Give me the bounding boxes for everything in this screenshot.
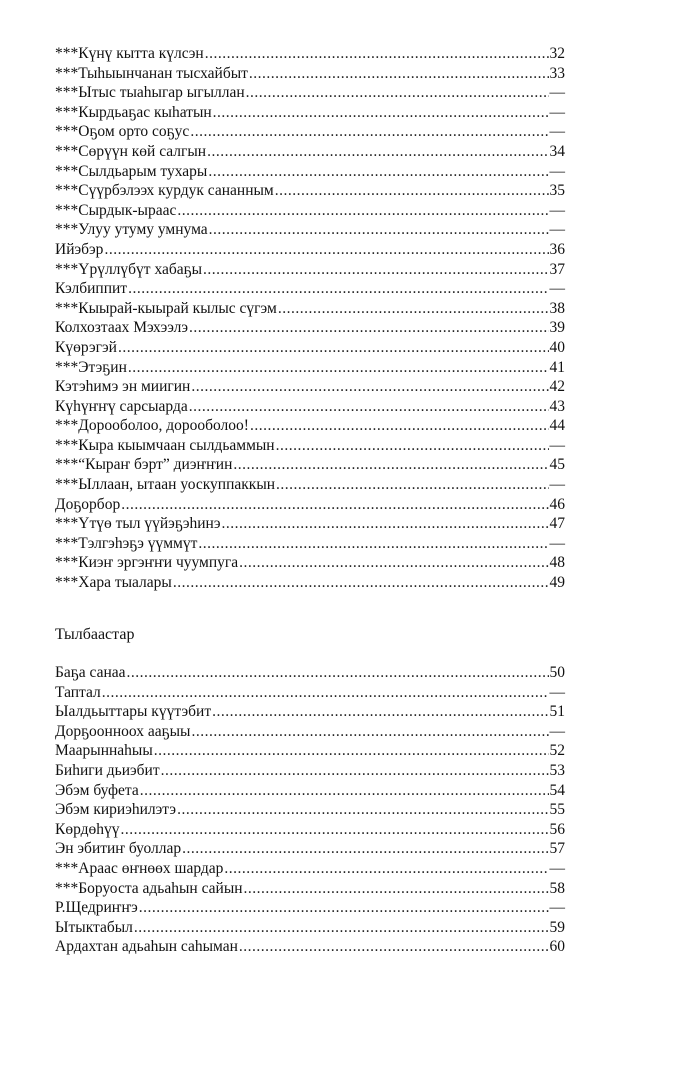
- toc-entry-title: ***Ыллаан, ытаан уоскуппаккын: [55, 476, 276, 494]
- toc-entry-page-number: —: [549, 84, 565, 102]
- toc-entry-page-number: —: [549, 722, 565, 740]
- toc-entry-title: Эн эбитиҥ буоллар: [55, 840, 182, 858]
- dot-leader: [128, 358, 549, 378]
- toc-entry: [55, 220, 565, 240]
- toc-entry-title: ***Ытыс тыаһыгар ыгыллан: [55, 84, 245, 102]
- toc-entry: [55, 937, 565, 957]
- toc-entry-title: Эбэм буфета: [55, 781, 139, 799]
- toc-entry-page-number: —: [549, 201, 565, 219]
- toc-entry: [55, 879, 565, 899]
- dot-leader: [191, 377, 548, 397]
- toc-entry-page-number: —: [549, 899, 565, 917]
- toc-entry-title: ***Кырдьаҕас кыһатын: [55, 103, 212, 121]
- dot-leader: [134, 918, 549, 938]
- toc-entry-title: ***Араас өҥнөөх шардар: [55, 859, 224, 877]
- toc-entry-page-number: 39: [549, 319, 565, 337]
- dot-leader: [212, 702, 548, 722]
- toc-entry-page-number: 49: [549, 574, 565, 592]
- dot-leader: [276, 436, 549, 456]
- toc-entry-title: Көрдөһүү: [55, 820, 120, 838]
- toc-entry: [55, 898, 565, 918]
- toc-entry-title: ***Этэҕин: [55, 358, 127, 376]
- toc-entry-title: Ытыктабыл: [55, 918, 133, 936]
- toc-entry-page-number: 58: [549, 879, 565, 897]
- dot-leader: [239, 937, 549, 957]
- toc-entry-title: Ардахтан адьаһын саһыман: [55, 938, 238, 956]
- dot-leader: [177, 201, 548, 221]
- toc-entry-title: Биһиги дьиэбит: [55, 761, 160, 779]
- dot-leader: [102, 683, 549, 703]
- toc-entry: [55, 436, 565, 456]
- dot-leader: [203, 260, 548, 280]
- dot-leader: [154, 741, 549, 761]
- section-heading-translations: Тылбаастар: [55, 626, 135, 643]
- dot-leader: [191, 722, 548, 742]
- toc-list-poems: [55, 44, 565, 593]
- toc-entry-title: ***Кыра кыымчаан сылдьаммын: [55, 436, 275, 454]
- toc-entry-page-number: 45: [549, 456, 565, 474]
- dot-leader: [275, 181, 549, 201]
- toc-entry: [55, 318, 565, 338]
- toc-entry-page-number: 60: [549, 938, 565, 956]
- toc-entry: [55, 397, 565, 417]
- dot-leader: [224, 859, 548, 879]
- toc-entry: [55, 44, 565, 64]
- toc-entry-title: ***Үтүө тыл үүйэҕэһинэ: [55, 515, 221, 533]
- toc-entry: [55, 741, 565, 761]
- toc-entry-title: Дорҕоонноох ааҕыы: [55, 722, 191, 740]
- toc-entry-title: ***Үрүллүбүт хабаҕы: [55, 260, 203, 278]
- toc-entry-page-number: —: [549, 103, 565, 121]
- toc-entry: [55, 416, 565, 436]
- dot-leader: [127, 663, 549, 683]
- toc-entry: [55, 475, 565, 495]
- toc-entry-title: ***Боруоста адьаһын сайын: [55, 879, 243, 897]
- toc-entry-title: ***Сүүрбэлээх курдук сананным: [55, 182, 274, 200]
- toc-entry-title: Күөрэгэй: [55, 338, 117, 356]
- toc-entry: [55, 455, 565, 475]
- toc-entry: [55, 358, 565, 378]
- toc-entry-title: ***Сылдьарым тухары: [55, 162, 208, 180]
- toc-entry: [55, 338, 565, 358]
- dot-leader: [244, 879, 549, 899]
- toc-entry: [55, 918, 565, 938]
- toc-entry-title: ***Оҕом орто соҕус: [55, 123, 190, 141]
- toc-entry-title: Кэтэһимэ эн миигин: [55, 378, 191, 396]
- dot-leader: [173, 573, 549, 593]
- dot-leader: [177, 800, 548, 820]
- dot-leader: [246, 83, 549, 103]
- toc-entry: [55, 279, 565, 299]
- dot-leader: [140, 781, 549, 801]
- toc-entry-page-number: 34: [549, 142, 565, 160]
- dot-leader: [161, 761, 549, 781]
- toc-entry-title: Доҕорбор: [55, 495, 121, 513]
- toc-entry: [55, 514, 565, 534]
- toc-entry-page-number: 54: [549, 781, 565, 799]
- toc-entry-page-number: 46: [549, 495, 565, 513]
- toc-entry-page-number: 47: [549, 515, 565, 533]
- toc-entry-page-number: 42: [549, 378, 565, 396]
- toc-entry-page-number: —: [549, 221, 565, 239]
- dot-leader: [213, 103, 549, 123]
- toc-entry: [55, 839, 565, 859]
- toc-entry-page-number: —: [549, 162, 565, 180]
- toc-entry-page-number: 52: [549, 742, 565, 760]
- dot-leader: [198, 534, 548, 554]
- toc-entry-page-number: —: [549, 534, 565, 552]
- toc-entry: [55, 553, 565, 573]
- dot-leader: [189, 397, 549, 417]
- toc-entry-title: ***Улуу утуму умнума: [55, 221, 208, 239]
- dot-leader: [249, 64, 549, 84]
- toc-entry: [55, 781, 565, 801]
- toc-entry-title: Кэлбиппит: [55, 280, 128, 298]
- toc-entry-page-number: 33: [549, 64, 565, 82]
- toc-entry: [55, 800, 565, 820]
- toc-entry-title: ***Тэлгэһэҕэ үүммүт: [55, 534, 198, 552]
- toc-entry: [55, 534, 565, 554]
- toc-entry: [55, 702, 565, 722]
- toc-entry-title: Баҕа санаа: [55, 664, 126, 681]
- toc-entry: [55, 299, 565, 319]
- dot-leader: [278, 299, 549, 319]
- toc-entry-title: ***Сөрүүн көй салгын: [55, 142, 207, 160]
- toc-entry-page-number: 59: [549, 918, 565, 936]
- toc-entry-page-number: —: [549, 476, 565, 494]
- toc-entry-title: ***Тыһыынчанан тысхайбыт: [55, 64, 248, 82]
- dot-leader: [207, 142, 548, 162]
- toc-entry-page-number: 51: [549, 703, 565, 721]
- toc-entry: [55, 859, 565, 879]
- toc-entry: [55, 122, 565, 142]
- dot-leader: [128, 279, 548, 299]
- toc-entry-page-number: —: [549, 123, 565, 141]
- toc-entry-title: ***Хара тыалары: [55, 574, 172, 592]
- dot-leader: [189, 318, 548, 338]
- toc-entry: [55, 240, 565, 260]
- toc-entry-title: ***Күнү кытта күлсэн: [55, 45, 204, 62]
- toc-entry-page-number: 36: [549, 240, 565, 258]
- toc-list-translations: [55, 663, 565, 957]
- toc-entry: [55, 181, 565, 201]
- toc-entry-page-number: —: [549, 683, 565, 701]
- toc-entry: [55, 663, 565, 683]
- toc-entry-title: ***“Кыраҥ бэрт” диэҥҥин: [55, 456, 233, 474]
- toc-entry-title: Р.Щедриҥҥэ: [55, 899, 138, 917]
- dot-leader: [221, 514, 548, 534]
- toc-entry-title: ***Киэҥ эргэҥҥи чуумпуга: [55, 554, 239, 572]
- toc-entry: [55, 64, 565, 84]
- toc-entry-page-number: 50: [549, 664, 565, 681]
- dot-leader: [121, 495, 548, 515]
- toc-entry: [55, 573, 565, 593]
- toc-entry-page-number: 38: [549, 299, 565, 317]
- toc-entry-title: Таптал: [55, 683, 101, 701]
- toc-entry-page-number: 53: [549, 761, 565, 779]
- toc-entry-page-number: 35: [549, 182, 565, 200]
- dot-leader: [118, 338, 549, 358]
- dot-leader: [250, 416, 549, 436]
- toc-entry-title: ***Дорооболоо, дорооболоо!: [55, 417, 249, 435]
- toc-entry: [55, 260, 565, 280]
- toc-entry-page-number: 57: [549, 840, 565, 858]
- toc-entry: [55, 162, 565, 182]
- toc-entry-title: Колхозтаах Мэхээлэ: [55, 319, 189, 337]
- dot-leader: [139, 898, 549, 918]
- toc-entry: [55, 377, 565, 397]
- toc-entry: [55, 201, 565, 221]
- toc-entry-title: Ийэбэр: [55, 240, 104, 258]
- toc-entry-page-number: 40: [549, 338, 565, 356]
- toc-entry-page-number: 44: [549, 417, 565, 435]
- toc-entry-title: Эбэм кириэһилэтэ: [55, 801, 177, 819]
- toc-entry-title: Күһүҥҥү сарсыарда: [55, 397, 188, 415]
- toc-entry-title: ***Кыырай-кыырай кылыс сүгэм: [55, 299, 277, 317]
- toc-entry-page-number: 41: [549, 358, 565, 376]
- toc-entry: [55, 83, 565, 103]
- toc-entry-title: Ыалдьыттары күүтэбит: [55, 703, 212, 721]
- toc-entry: [55, 142, 565, 162]
- toc-entry-page-number: —: [549, 859, 565, 877]
- toc-entry: [55, 683, 565, 703]
- toc-entry-page-number: —: [549, 436, 565, 454]
- toc-entry-page-number: 37: [549, 260, 565, 278]
- dot-leader: [121, 820, 549, 840]
- toc-entry: [55, 722, 565, 742]
- toc-entry-page-number: 32: [549, 45, 565, 62]
- dot-leader: [104, 240, 548, 260]
- toc-entry: [55, 820, 565, 840]
- toc-entry: [55, 495, 565, 515]
- toc-entry-title: Маарыннаһыы: [55, 742, 153, 760]
- toc-entry-page-number: —: [549, 280, 565, 298]
- toc-entry-title: ***Сырдык-ыраас: [55, 201, 177, 219]
- dot-leader: [239, 553, 548, 573]
- dot-leader: [205, 44, 549, 64]
- toc-entry-page-number: 48: [549, 554, 565, 572]
- toc-entry: [55, 761, 565, 781]
- dot-leader: [182, 839, 548, 859]
- toc-entry-page-number: 56: [549, 820, 565, 838]
- dot-leader: [190, 122, 548, 142]
- toc-entry-page-number: 43: [549, 397, 565, 415]
- dot-leader: [209, 220, 549, 240]
- dot-leader: [233, 455, 548, 475]
- toc-entry: [55, 103, 565, 123]
- dot-leader: [276, 475, 548, 495]
- toc-entry-page-number: 55: [549, 801, 565, 819]
- dot-leader: [208, 162, 548, 182]
